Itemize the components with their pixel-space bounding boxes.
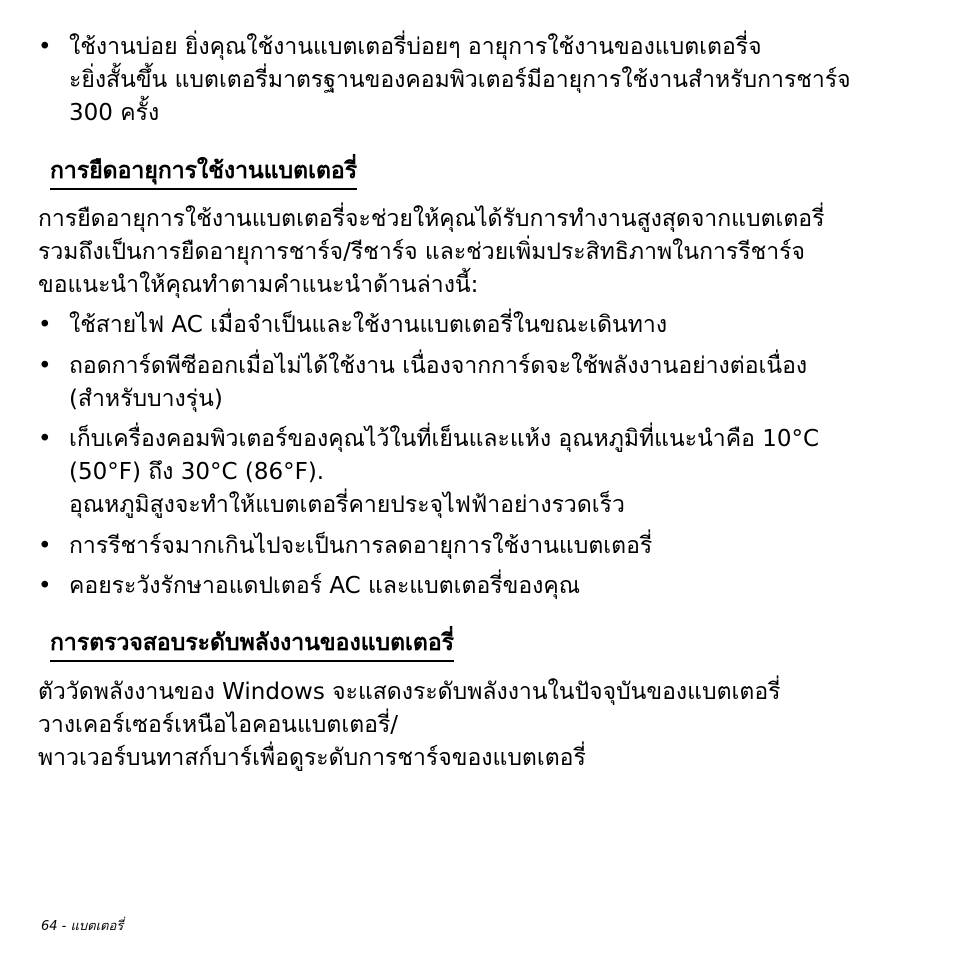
list-item-line: เก็บเครื่องคอมพิวเตอร์ของคุณไว้ในที่เย็นและแห้ง อุณหภูมิที่แนะนำคือ 10°C xyxy=(69,426,820,452)
paragraph-line: การยืดอายุการใช้งานแบตเตอรี่จะช่วยให้คุณได้รับการทำงานสูงสุดจากแบตเตอรี่ xyxy=(38,206,825,232)
list-item-line: 300 ครั้ง xyxy=(69,100,160,126)
list-item-line: ใช้สายไฟ AC เมื่อจำเป็นและใช้งานแบตเตอรี่ในขณะเดินทาง xyxy=(69,312,668,338)
page-footer: 64 - แบตเตอรี่ xyxy=(41,919,124,934)
list-item xyxy=(38,570,918,603)
battery-tips-list xyxy=(38,309,918,603)
paragraph-line: วางเคอร์เซอร์เหนือไอคอนแบตเตอรี่/ xyxy=(38,712,399,738)
list-item xyxy=(38,530,918,563)
list-item-line: (50°F) ถึง 30°C (86°F). xyxy=(69,459,325,485)
bullet-icon: • xyxy=(38,353,52,379)
list-item xyxy=(38,309,918,342)
list-item-line: ถอดการ์ดพีซีออกเมื่อไม่ได้ใช้งาน เนื่องจากการ์ดจะใช้พลังงานอย่างต่อเนื่อง xyxy=(69,353,808,379)
list-item-line: อุณหภูมิสูงจะทำให้แบตเตอรี่คายประจุไฟฟ้าอย่างรวดเร็ว xyxy=(69,492,625,518)
bullet-icon: • xyxy=(38,426,52,452)
section-heading-extend-battery-life: การยืดอายุการใช้งานแบตเตอรี่ xyxy=(50,156,357,190)
list-item-line: ะยิ่งสั้นขึ้น แบตเตอรี่มาตรฐานของคอมพิวเตอร์มีอายุการใช้งานสำหรับการชาร์จ xyxy=(69,67,851,93)
bullet-icon: • xyxy=(38,34,52,60)
top-bullet-list xyxy=(38,31,918,130)
paragraph-line: ตัววัดพลังงานของ Windows จะแสดงระดับพลังงานในปัจจุบันของแบตเตอรี่ xyxy=(38,679,781,705)
bullet-icon: • xyxy=(38,312,52,338)
list-item-line: คอยระวังรักษาอแดปเตอร์ AC และแบตเตอรี่ของคุณ xyxy=(69,573,581,599)
list-item xyxy=(38,423,918,522)
bullet-icon: • xyxy=(38,573,52,599)
list-item xyxy=(38,31,918,130)
bullet-icon: • xyxy=(38,533,52,559)
list-item-line: ใช้งานบ่อย ยิ่งคุณใช้งานแบตเตอรี่บ่อยๆ อายุการใช้งานของแบตเตอรี่จ xyxy=(69,34,762,60)
section-intro-paragraph xyxy=(38,203,928,302)
section-heading-check-battery-level: การตรวจสอบระดับพลังงานของแบตเตอรี่ xyxy=(50,628,454,662)
section-body-paragraph xyxy=(38,676,928,775)
paragraph-line: พาวเวอร์บนทาสก์บาร์เพื่อดูระดับการชาร์จของแบตเตอรี่ xyxy=(38,745,586,771)
paragraph-line: ขอแนะนำให้คุณทำตามคำแนะนำด้านล่างนี้: xyxy=(38,272,479,298)
list-item xyxy=(38,350,918,416)
list-item-line: (สำหรับบางรุ่น) xyxy=(69,386,223,412)
list-item-line: การรีชาร์จมากเกินไปจะเป็นการลดอายุการใช้งานแบตเตอรี่ xyxy=(69,533,653,559)
paragraph-line: รวมถึงเป็นการยืดอายุการชาร์จ/รีชาร์จ และช่วยเพิ่มประสิทธิภาพในการรีชาร์จ xyxy=(38,239,805,265)
